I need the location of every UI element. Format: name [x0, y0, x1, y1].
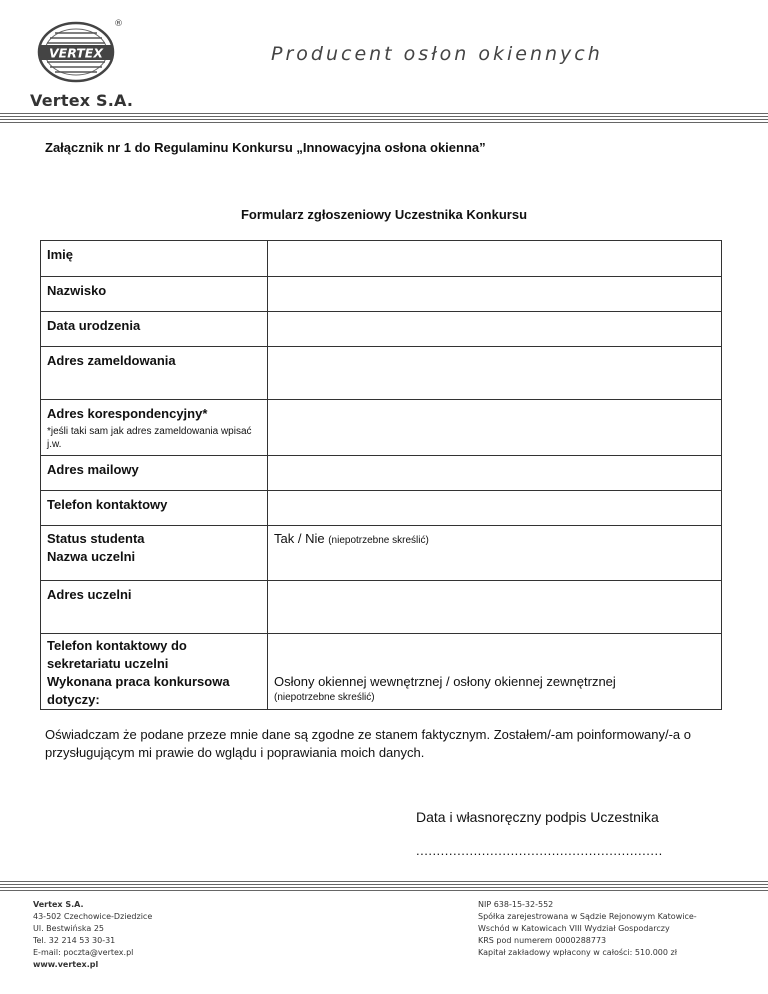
- header-divider: [0, 113, 768, 125]
- table-row: [41, 634, 722, 710]
- student-status-label: Status studenta: [47, 531, 145, 546]
- first-name-label-cell: [41, 241, 268, 277]
- last-name-label: Nazwisko: [47, 283, 107, 298]
- company-logo: [36, 18, 123, 89]
- correspondence-address-field[interactable]: [268, 400, 722, 456]
- student-status-note: (niepotrzebne skreślić): [328, 535, 429, 546]
- table-row: [41, 347, 722, 400]
- table-row: [41, 241, 722, 277]
- phone-label: Telefon kontaktowy: [47, 497, 168, 512]
- registered-address-field[interactable]: [268, 347, 722, 400]
- table-row: [41, 491, 722, 526]
- footer-registration-line1: Spółka zarejestrowana w Sądzie Rejonowym Katowice-: [478, 912, 697, 921]
- footer-capital: Kapitał zakładowy wpłacony w całości: 510.000 zł: [478, 948, 677, 957]
- correspondence-address-note: *jeśli taki sam jak adres zameldowania wpisać j.w.: [47, 426, 252, 450]
- phone-field[interactable]: [268, 491, 722, 526]
- university-address-field[interactable]: [268, 581, 722, 634]
- footer-email[interactable]: E-mail: poczta@vertex.pl: [33, 948, 134, 957]
- table-row: [41, 526, 722, 581]
- footer-street: Ul. Bestwińska 25: [33, 924, 104, 933]
- email-label: Adres mailowy: [47, 462, 139, 477]
- registration-form-table: [40, 240, 722, 710]
- signature-label: Data i własnoręczny podpis Uczestnika: [416, 809, 659, 825]
- registered-mark: ®: [114, 19, 123, 29]
- footer-registration-info: [478, 899, 697, 959]
- secretariat-phone-label: Telefon kontaktowy do sekretariatu uczelni: [47, 638, 187, 671]
- footer-registration-line2: Wschód w Katowicach VIII Wydział Gospodarczy: [478, 924, 670, 933]
- footer-divider: [0, 881, 768, 893]
- table-row: [41, 312, 722, 347]
- work-type-label: Wykonana praca konkursowa dotyczy:: [47, 674, 230, 707]
- birth-date-field[interactable]: [268, 312, 722, 347]
- table-row: [41, 277, 722, 312]
- student-status-choice[interactable]: Tak / Nie: [274, 531, 325, 546]
- footer-company-name: Vertex S.A.: [33, 900, 84, 909]
- footer-company-contact: [33, 899, 152, 971]
- work-type-note: (niepotrzebne skreślić): [274, 692, 375, 703]
- tagline: Producent osłon okiennych: [271, 43, 603, 65]
- footer-nip: NIP 638-15-32-552: [478, 900, 554, 909]
- university-address-label: Adres uczelni: [47, 587, 132, 602]
- company-name: Vertex S.A.: [30, 91, 134, 110]
- footer-address-line: 43-502 Czechowice-Dziedzice: [33, 912, 153, 921]
- registered-address-label: Adres zameldowania: [47, 353, 176, 368]
- attachment-title: Załącznik nr 1 do Regulaminu Konkursu „Innowacyjna osłona okienna”: [45, 140, 486, 155]
- table-row: [41, 581, 722, 634]
- footer-phone: Tel. 32 214 53 30-31: [33, 936, 116, 945]
- first-name-field[interactable]: [268, 241, 722, 277]
- table-row: [41, 400, 722, 456]
- data-consent-statement: Oświadczam że podane przeze mnie dane są zgodne ze stanem faktycznym. Zostałem/-am poinformowany/-a o przysługującym mi prawie do wglądu i poprawiania moich danych.: [45, 727, 691, 760]
- birth-date-label: Data urodzenia: [47, 318, 141, 333]
- email-field[interactable]: [268, 456, 722, 491]
- table-row: [41, 456, 722, 491]
- logo-text: VERTEX: [49, 45, 103, 61]
- first-name-label: Imię: [47, 247, 74, 262]
- footer-krs: KRS pod numerem 0000288773: [478, 936, 607, 945]
- work-type-choice[interactable]: Osłony okiennej wewnętrznej / osłony okiennej zewnętrznej: [274, 674, 616, 689]
- footer-website-link[interactable]: www.vertex.pl: [33, 960, 99, 969]
- university-name-label: Nazwa uczelni: [47, 549, 136, 564]
- correspondence-address-label: Adres korespondencyjny*: [47, 406, 208, 421]
- form-title: Formularz zgłoszeniowy Uczestnika Konkursu: [240, 207, 528, 222]
- last-name-field[interactable]: [268, 277, 722, 312]
- signature-line[interactable]: ............................................................: [416, 843, 663, 858]
